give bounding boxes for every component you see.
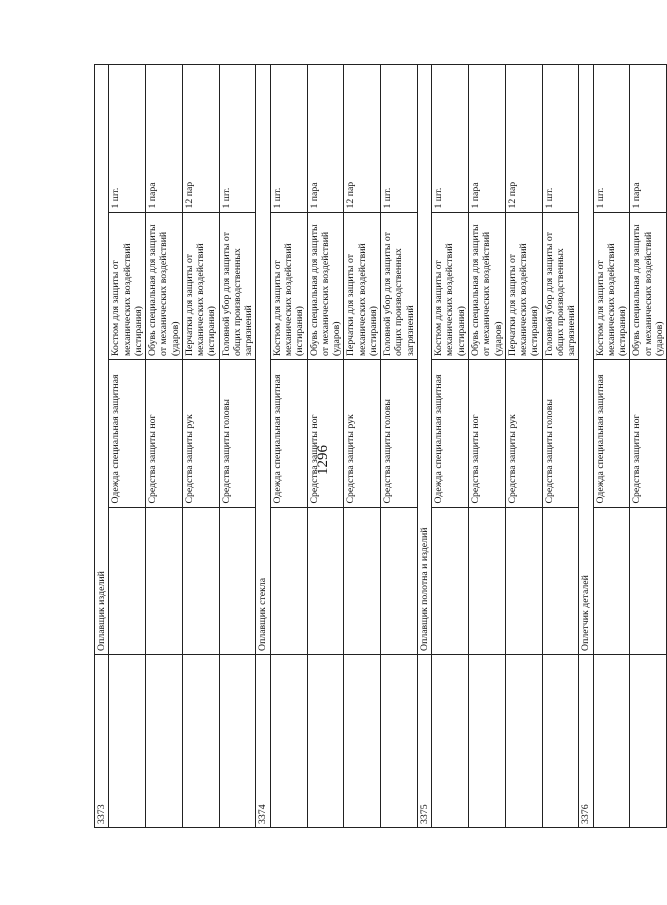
empty-cell bbox=[219, 507, 256, 654]
ppe-item: Костюм для защиты от механических воздействий (истирания) bbox=[109, 212, 146, 359]
ppe-item: Головной убор для защиты от общих производственных загрязнений bbox=[381, 212, 418, 359]
ppe-category: Средства защиты ног bbox=[468, 360, 505, 507]
ppe-quantity: 12 пар bbox=[344, 65, 381, 213]
ppe-category: Средства защиты ног bbox=[630, 360, 667, 507]
profession-code: 3373 bbox=[95, 655, 109, 828]
empty-cell bbox=[146, 507, 183, 654]
ppe-category: Средства защиты ног bbox=[307, 360, 344, 507]
table-body bbox=[95, 65, 667, 828]
table-row bbox=[505, 65, 542, 828]
profession-header-row bbox=[256, 65, 270, 828]
empty-cell bbox=[432, 655, 469, 828]
ppe-quantity: 1 пара bbox=[468, 65, 505, 213]
profession-name: Оплавщик изделий bbox=[95, 65, 109, 655]
empty-cell bbox=[593, 655, 630, 828]
empty-cell bbox=[146, 655, 183, 828]
profession-name: Оплетчик деталей bbox=[579, 65, 593, 655]
table-row bbox=[432, 65, 469, 828]
ppe-item: Костюм для защиты от механических воздействий (истирания) bbox=[270, 212, 307, 359]
ppe-quantity: 1 шт. bbox=[109, 65, 146, 213]
ppe-item: Обувь специальная для защиты от механических воздействий (ударов) bbox=[630, 212, 667, 359]
profession-code: 3375 bbox=[417, 655, 431, 828]
profession-name: Оплавщик полотна и изделий bbox=[417, 65, 431, 655]
empty-cell bbox=[381, 655, 418, 828]
ppe-category: Одежда специальная защитная bbox=[270, 360, 307, 507]
profession-header-row bbox=[417, 65, 431, 828]
table-row bbox=[593, 65, 630, 828]
ppe-norms-table bbox=[94, 64, 667, 828]
ppe-category: Одежда специальная защитная bbox=[109, 360, 146, 507]
empty-cell bbox=[630, 507, 667, 654]
empty-cell bbox=[270, 507, 307, 654]
page-number: 1296 bbox=[315, 445, 331, 475]
ppe-item: Обувь специальная для защиты от механических воздействий (ударов) bbox=[146, 212, 183, 359]
ppe-quantity: 1 шт. bbox=[219, 65, 256, 213]
ppe-item: Костюм для защиты от механических воздействий (истирания) bbox=[432, 212, 469, 359]
ppe-category: Средства защиты головы bbox=[381, 360, 418, 507]
ppe-category: Средства защиты рук bbox=[344, 360, 381, 507]
empty-cell bbox=[219, 655, 256, 828]
profession-header-row bbox=[95, 65, 109, 828]
ppe-category: Средства защиты головы bbox=[219, 360, 256, 507]
table-row bbox=[146, 65, 183, 828]
empty-cell bbox=[182, 507, 219, 654]
table-row bbox=[468, 65, 505, 828]
ppe-item: Головной убор для защиты от общих производственных загрязнений bbox=[219, 212, 256, 359]
empty-cell bbox=[505, 507, 542, 654]
ppe-quantity: 1 пара bbox=[630, 65, 667, 213]
ppe-quantity: 12 пар bbox=[182, 65, 219, 213]
ppe-item: Костюм для защиты от механических воздействий (истирания) bbox=[593, 212, 630, 359]
ppe-quantity: 1 шт. bbox=[270, 65, 307, 213]
profession-header-row bbox=[579, 65, 593, 828]
ppe-quantity: 12 пар bbox=[505, 65, 542, 213]
empty-cell bbox=[109, 507, 146, 654]
ppe-item: Головной убор для защиты от общих производственных загрязнений bbox=[542, 212, 579, 359]
ppe-category: Средства защиты рук bbox=[182, 360, 219, 507]
table-row bbox=[542, 65, 579, 828]
profession-code: 3376 bbox=[579, 655, 593, 828]
table-row bbox=[307, 65, 344, 828]
empty-cell bbox=[307, 507, 344, 654]
ppe-item: Обувь специальная для защиты от механических воздействий (ударов) bbox=[307, 212, 344, 359]
profession-name: Оплавщик стекла bbox=[256, 65, 270, 655]
empty-cell bbox=[344, 507, 381, 654]
empty-cell bbox=[344, 655, 381, 828]
empty-cell bbox=[307, 655, 344, 828]
ppe-item: Перчатки для защиты от механических воздействий (истирания) bbox=[182, 212, 219, 359]
empty-cell bbox=[468, 507, 505, 654]
table-row bbox=[109, 65, 146, 828]
empty-cell bbox=[468, 655, 505, 828]
ppe-quantity: 1 пара bbox=[146, 65, 183, 213]
ppe-item: Обувь специальная для защиты от механических воздействий (ударов) bbox=[468, 212, 505, 359]
ppe-category: Одежда специальная защитная bbox=[593, 360, 630, 507]
empty-cell bbox=[381, 507, 418, 654]
ppe-item: Перчатки для защиты от механических воздействий (истирания) bbox=[344, 212, 381, 359]
table-row bbox=[381, 65, 418, 828]
table-row bbox=[344, 65, 381, 828]
table-row bbox=[219, 65, 256, 828]
empty-cell bbox=[270, 655, 307, 828]
ppe-quantity: 1 пара bbox=[307, 65, 344, 213]
ppe-category: Одежда специальная защитная bbox=[432, 360, 469, 507]
ppe-quantity: 1 шт. bbox=[381, 65, 418, 213]
ppe-category: Средства защиты головы bbox=[542, 360, 579, 507]
table-row bbox=[630, 65, 667, 828]
ppe-category: Средства защиты рук bbox=[505, 360, 542, 507]
empty-cell bbox=[542, 655, 579, 828]
ppe-quantity: 1 шт. bbox=[542, 65, 579, 213]
ppe-quantity: 1 шт. bbox=[593, 65, 630, 213]
table-container bbox=[94, 64, 665, 828]
empty-cell bbox=[109, 655, 146, 828]
table-row bbox=[182, 65, 219, 828]
ppe-quantity: 1 шт. bbox=[432, 65, 469, 213]
table-row bbox=[270, 65, 307, 828]
ppe-category: Средства защиты ног bbox=[146, 360, 183, 507]
empty-cell bbox=[505, 655, 542, 828]
empty-cell bbox=[593, 507, 630, 654]
profession-code: 3374 bbox=[256, 655, 270, 828]
empty-cell bbox=[542, 507, 579, 654]
empty-cell bbox=[630, 655, 667, 828]
empty-cell bbox=[432, 507, 469, 654]
empty-cell bbox=[182, 655, 219, 828]
ppe-item: Перчатки для защиты от механических воздействий (истирания) bbox=[505, 212, 542, 359]
